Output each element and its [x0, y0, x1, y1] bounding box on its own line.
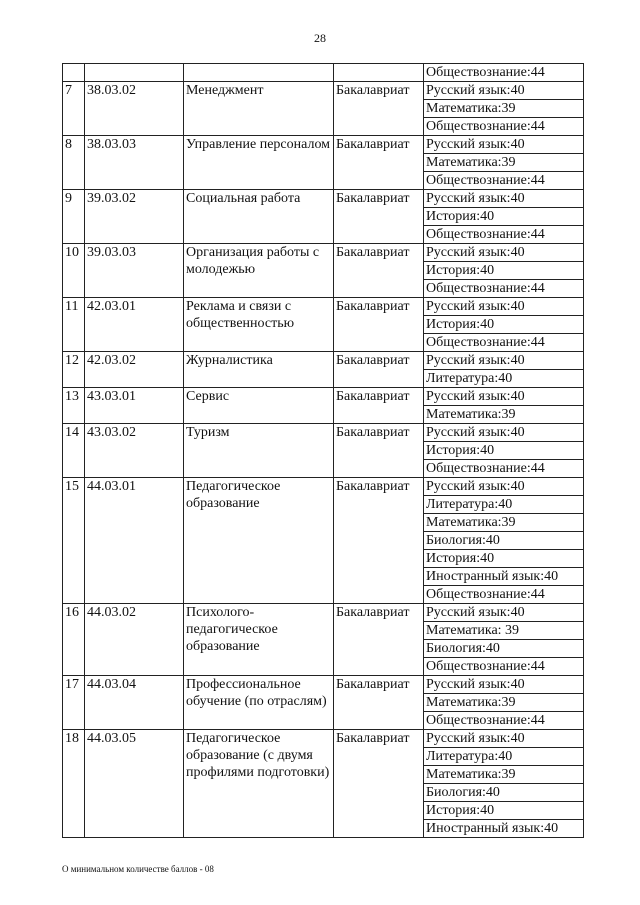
- program-code: 39.03.03: [85, 244, 184, 298]
- subject-min-score: История:40: [424, 316, 584, 334]
- subject-min-score: Русский язык:40: [424, 190, 584, 208]
- program-name: Педагогическое образование (с двумя профилями подготовки): [184, 730, 334, 838]
- education-level: Бакалавриат: [334, 352, 424, 388]
- program-code: 38.03.03: [85, 136, 184, 190]
- subject-min-score: Русский язык:40: [424, 730, 584, 748]
- subject-min-score: Обществознание:44: [424, 172, 584, 190]
- table-row: [63, 190, 584, 208]
- subject-min-score: Литература:40: [424, 748, 584, 766]
- subject-min-score: Литература:40: [424, 370, 584, 388]
- subject-min-score: Биология:40: [424, 532, 584, 550]
- education-level: [334, 64, 424, 82]
- program-code: 43.03.02: [85, 424, 184, 478]
- subject-min-score: Русский язык:40: [424, 244, 584, 262]
- table-row: [63, 478, 584, 496]
- program-name: Профессиональное обучение (по отраслям): [184, 676, 334, 730]
- education-level: Бакалавриат: [334, 388, 424, 424]
- program-code: 43.03.01: [85, 388, 184, 424]
- subject-min-score: Русский язык:40: [424, 424, 584, 442]
- education-level: Бакалавриат: [334, 298, 424, 352]
- page-footer: О минимальном количестве баллов - 08: [62, 864, 214, 874]
- education-level: Бакалавриат: [334, 244, 424, 298]
- subject-min-score: Русский язык:40: [424, 136, 584, 154]
- row-number: 14: [63, 424, 85, 478]
- row-number: 11: [63, 298, 85, 352]
- page-number: 28: [314, 31, 326, 45]
- row-number: 13: [63, 388, 85, 424]
- row-number: [63, 64, 85, 82]
- program-code: 44.03.05: [85, 730, 184, 838]
- subject-min-score: Обществознание:44: [424, 658, 584, 676]
- subject-min-score: Обществознание:44: [424, 64, 584, 82]
- subject-min-score: Русский язык:40: [424, 298, 584, 316]
- subject-min-score: Обществознание:44: [424, 586, 584, 604]
- program-name: Менеджмент: [184, 82, 334, 136]
- subject-min-score: Русский язык:40: [424, 82, 584, 100]
- subject-min-score: Русский язык:40: [424, 478, 584, 496]
- subject-min-score: Обществознание:44: [424, 118, 584, 136]
- row-number: 9: [63, 190, 85, 244]
- table-row: [63, 676, 584, 694]
- subject-min-score: История:40: [424, 262, 584, 280]
- row-number: 15: [63, 478, 85, 604]
- program-code: 44.03.01: [85, 478, 184, 604]
- program-name: Журналистика: [184, 352, 334, 388]
- subject-min-score: Математика:39: [424, 100, 584, 118]
- education-level: Бакалавриат: [334, 82, 424, 136]
- table-row: [63, 424, 584, 442]
- row-number: 17: [63, 676, 85, 730]
- subject-min-score: Иностранный язык:40: [424, 820, 584, 838]
- subject-min-score: Обществознание:44: [424, 280, 584, 298]
- program-code: 42.03.01: [85, 298, 184, 352]
- program-code: 39.03.02: [85, 190, 184, 244]
- table-row: [63, 244, 584, 262]
- program-code: 44.03.04: [85, 676, 184, 730]
- table-row: [63, 352, 584, 370]
- subject-min-score: Биология:40: [424, 640, 584, 658]
- row-number: 16: [63, 604, 85, 676]
- program-code: 42.03.02: [85, 352, 184, 388]
- program-name: Сервис: [184, 388, 334, 424]
- subject-min-score: Обществознание:44: [424, 226, 584, 244]
- subject-min-score: Математика:39: [424, 406, 584, 424]
- subject-min-score: История:40: [424, 802, 584, 820]
- subject-min-score: Математика: 39: [424, 622, 584, 640]
- row-number: 8: [63, 136, 85, 190]
- subject-min-score: Литература:40: [424, 496, 584, 514]
- education-level: Бакалавриат: [334, 424, 424, 478]
- program-name: Организация работы с молодежью: [184, 244, 334, 298]
- subject-min-score: Русский язык:40: [424, 352, 584, 370]
- program-code: 44.03.02: [85, 604, 184, 676]
- education-level: Бакалавриат: [334, 478, 424, 604]
- subject-min-score: Иностранный язык:40: [424, 568, 584, 586]
- row-number: 18: [63, 730, 85, 838]
- table-row: [63, 82, 584, 100]
- table-row: [63, 388, 584, 406]
- table-row: [63, 604, 584, 622]
- subject-min-score: Русский язык:40: [424, 604, 584, 622]
- subject-min-score: Математика:39: [424, 694, 584, 712]
- table-row: [63, 298, 584, 316]
- subject-min-score: Русский язык:40: [424, 388, 584, 406]
- education-level: Бакалавриат: [334, 136, 424, 190]
- table-row: [63, 730, 584, 748]
- subject-min-score: Обществознание:44: [424, 334, 584, 352]
- subject-min-score: Русский язык:40: [424, 676, 584, 694]
- education-level: Бакалавриат: [334, 676, 424, 730]
- subject-min-score: Обществознание:44: [424, 460, 584, 478]
- program-name: Психолого-педагогическое образование: [184, 604, 334, 676]
- program-name: Реклама и связи с общественностью: [184, 298, 334, 352]
- row-number: 7: [63, 82, 85, 136]
- education-level: Бакалавриат: [334, 730, 424, 838]
- program-name: [184, 64, 334, 82]
- program-code: [85, 64, 184, 82]
- subject-min-score: Математика:39: [424, 766, 584, 784]
- subject-min-score: История:40: [424, 208, 584, 226]
- admission-scores-table: [62, 63, 584, 838]
- program-code: 38.03.02: [85, 82, 184, 136]
- subject-min-score: Обществознание:44: [424, 712, 584, 730]
- subject-min-score: История:40: [424, 550, 584, 568]
- row-number: 10: [63, 244, 85, 298]
- subject-min-score: История:40: [424, 442, 584, 460]
- row-number: 12: [63, 352, 85, 388]
- subject-min-score: Математика:39: [424, 514, 584, 532]
- table-row: [63, 64, 584, 82]
- table-row: [63, 136, 584, 154]
- program-name: Туризм: [184, 424, 334, 478]
- education-level: Бакалавриат: [334, 190, 424, 244]
- program-name: Педагогическое образование: [184, 478, 334, 604]
- program-name: Управление персоналом: [184, 136, 334, 190]
- education-level: Бакалавриат: [334, 604, 424, 676]
- subject-min-score: Математика:39: [424, 154, 584, 172]
- program-name: Социальная работа: [184, 190, 334, 244]
- subject-min-score: Биология:40: [424, 784, 584, 802]
